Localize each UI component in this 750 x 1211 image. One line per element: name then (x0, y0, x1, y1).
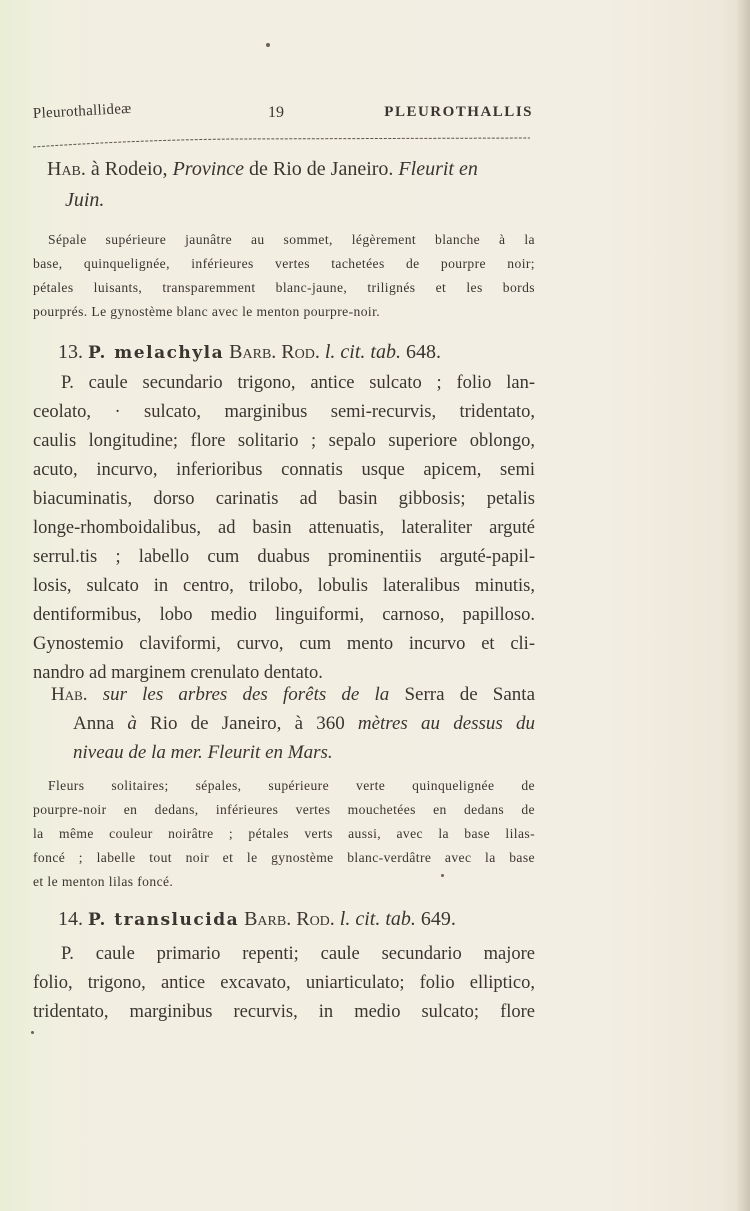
latin-description-13 (33, 369, 535, 688)
note-line: Fleurs solitaires; sépales, supérieure verte quinquelignée de (48, 778, 535, 793)
latin-line: Gynostemio claviformi, curvo, cum mento incurvo et cli- (33, 634, 535, 654)
latin-line: longe-rhomboidalibus, ad basin attenuatis, lateraliter arguté (33, 518, 535, 538)
latin-line: biacuminatis, dorso carinatis ad basin gibbosis; petalis (33, 489, 535, 509)
species-heading-14 (33, 906, 560, 933)
species-number: 13. (58, 341, 83, 363)
running-head-genus: PLEUROTHALLIS (384, 104, 533, 120)
habitat-text: Rio de Janeiro, à 360 (136, 713, 358, 734)
habitat-line (33, 680, 535, 709)
latin-line: nandro ad marginem crenulato dentato. (33, 663, 323, 683)
description-note-2 (33, 774, 535, 894)
note-line: pétales luisants, transparemment blanc-jaune, trilignés et les bords (33, 280, 535, 295)
page-number: 19 (268, 104, 284, 121)
habitat-italic: Fleurit en Mars. (207, 742, 333, 763)
running-head-section: Pleurothallideæ (32, 100, 132, 122)
habitat-italic: niveau de la mer. (73, 742, 203, 763)
habitat-label: Hab. (51, 684, 88, 705)
speck-mark (31, 1031, 34, 1034)
note-line: base, quinquelignée, inférieures vertes tachetées de pourpre noir; (33, 256, 535, 271)
latin-line: losis, sulcato in centro, trilobo, lobulis lateralibus minutis, (33, 576, 535, 596)
note-line: et le menton lilas foncé. (33, 874, 174, 889)
habitat-italic: sur les arbres des forêts de la (102, 684, 390, 705)
habitat-line (33, 709, 535, 738)
note-line: Sépale supérieure jaunâtre au sommet, légèrement blanche à la (48, 232, 535, 247)
latin-line: ceolato, · sulcato, marginibus semi-recurvis, tridentato, (33, 402, 535, 422)
latin-line: folio, trigono, antice excavato, uniarticulato; folio elliptico, (33, 973, 535, 993)
habitat-text: Serra de Santa (389, 684, 536, 705)
species-reference: Rod. (291, 908, 335, 930)
running-head (33, 98, 533, 128)
species-name: P. translucida (88, 910, 240, 930)
habitat-line (33, 185, 535, 216)
habitat-label: Hab. (47, 158, 86, 180)
habitat-italic: Fleurit en (398, 158, 478, 180)
habitat-paragraph-2 (33, 680, 535, 767)
latin-line: acuto, incurvo, inferioribus connatis usque apicem, semi (33, 460, 535, 480)
page-edge-shadow (736, 0, 750, 1211)
species-reference-italic: l. cit. tab. (324, 341, 401, 363)
note-line: la même couleur noirâtre ; pétales verts aussi, avec la base lilas- (33, 826, 535, 841)
species-plate: 649. (420, 908, 456, 930)
latin-line: tridentato, marginibus recurvis, in medio sulcato; flore (33, 1002, 535, 1022)
latin-line: dentiformibus, lobo medio linguiformi, carnoso, papilloso. (33, 605, 535, 625)
habitat-line (33, 154, 535, 185)
description-note-1 (33, 228, 535, 324)
habitat-italic: Juin. (65, 189, 105, 211)
species-reference-italic: l. cit. tab. (339, 908, 416, 930)
note-line: pourpre-noir en dedans, inférieures vertes mouchetées en dedans de (33, 802, 535, 817)
latin-line: caulis longitudine; flore solitario ; sepalo superiore oblongo, (33, 431, 535, 451)
species-author: Barb. (244, 908, 292, 930)
habitat-line (33, 738, 535, 767)
habitat-text: Anna (73, 713, 128, 734)
habitat-text: à Rodeio, (85, 158, 173, 180)
habitat-italic: Province (172, 158, 245, 180)
species-author: Barb. (229, 341, 277, 363)
habitat-paragraph-1 (33, 154, 535, 216)
species-plate: 648. (405, 341, 441, 363)
species-name: P. melachyla (88, 343, 225, 363)
latin-line: P. caule secundario trigono, antice sulcato ; folio lan- (61, 373, 535, 393)
latin-description-14 (33, 940, 535, 1027)
latin-line: P. caule primario repenti; caule secundario majore (61, 944, 535, 964)
latin-line: serrul.tis ; labello cum duabus prominentiis arguté-papil- (33, 547, 535, 567)
species-reference: Rod. (276, 341, 320, 363)
header-rule (33, 134, 530, 150)
species-number: 14. (58, 908, 83, 930)
habitat-italic: mètres au dessus du (357, 713, 535, 734)
species-heading-13 (33, 339, 560, 366)
habitat-italic: à (127, 713, 137, 734)
note-line: foncé ; labelle tout noir et le gynostème blanc-verdâtre avec la base (33, 850, 535, 865)
speck-mark (266, 43, 270, 47)
note-line: pourprés. Le gynostème blanc avec le menton pourpre-noir. (33, 304, 381, 319)
habitat-text: de Rio de Janeiro. (244, 158, 399, 180)
